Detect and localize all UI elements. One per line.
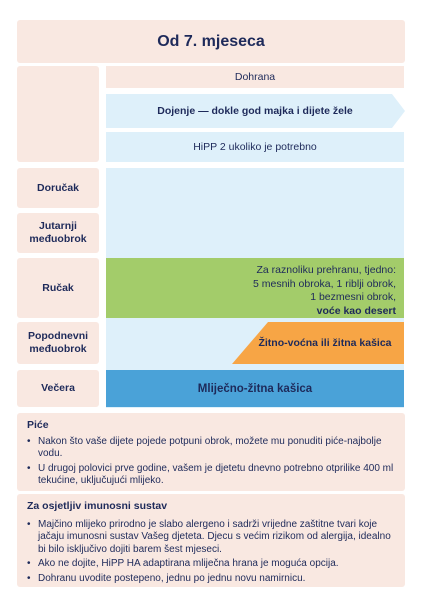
imunosni-heading: Za osjetljiv imunosni sustav xyxy=(27,500,168,512)
dohrana-label: Dohrana xyxy=(234,71,276,83)
page-title: Od 7. mjeseca xyxy=(17,20,405,63)
dorucak-text: Doručak xyxy=(36,181,79,194)
row-label-popodnevni xyxy=(17,322,99,364)
blue-block-label: Mliječno-žitna kašica xyxy=(197,382,313,395)
list-item: • Dohranu uvodite postepeno, jednu po jednu novu namirnicu. xyxy=(27,573,395,586)
list-item: • Majčino mlijeko prirodno je slabo alergeno i sadrži vrijedne zaštitne tvari koje jačaju imunosni sustav Vašeg djeteta. Djecu s većim rizikom od alergija, idealno bi bilo isključivo dojiti barem šest mjeseci. xyxy=(27,519,395,557)
row-label-dorucak xyxy=(17,168,99,208)
green-line-4: voće kao desert xyxy=(316,304,396,317)
row-label-jutarnji xyxy=(17,213,99,253)
hipp-bar xyxy=(106,132,404,162)
jutarnji-text: Jutarnji međuobrok xyxy=(29,220,87,245)
pice-info-box xyxy=(17,413,405,491)
list-item: • Nakon što vaše dijete pojede potpuni obrok, možete mu ponuditi piće-najbolje vodu. xyxy=(27,436,395,461)
dojenje-bar xyxy=(106,94,404,128)
rucak-green-block xyxy=(106,258,404,318)
row-label-rucak xyxy=(17,258,99,318)
dojenje-label: Dojenje — dokle god majka i dijete žele xyxy=(157,105,353,117)
vecera-blue-block xyxy=(106,370,404,407)
pice-heading: Piće xyxy=(27,419,49,431)
pice-list xyxy=(27,436,395,488)
list-item: • Ako ne dojite, HiPP HA adaptirana mliječna hrana je moguća opcija. xyxy=(27,558,395,571)
dohrana-bar xyxy=(106,66,404,88)
orange-ramp-label: Žitno-voćna ili žitna kašica xyxy=(258,337,392,349)
hipp-label: HiPP 2 ukoliko je potrebno xyxy=(193,141,317,153)
popodnevni-text: Popodnevni međuobrok xyxy=(27,330,89,355)
vecera-text: Večera xyxy=(41,382,75,394)
imunosni-info-box xyxy=(17,494,405,587)
imunosni-list xyxy=(27,519,395,586)
green-line-2: 5 mesnih obroka, 1 riblji obrok, xyxy=(253,277,396,290)
list-item: • U drugoj polovici prve godine, vašem je djetetu dnevno potrebno otprilike 400 ml tekućine, uključujući mlijeko. xyxy=(27,463,395,488)
green-line-3: 1 bezmesni obrok, xyxy=(310,291,396,303)
left-column-backdrop xyxy=(17,66,99,162)
green-line-1: Za raznoliku prehranu, tjedno: xyxy=(256,264,396,276)
rucak-text: Ručak xyxy=(42,281,74,294)
row-label-vecera xyxy=(17,370,99,407)
